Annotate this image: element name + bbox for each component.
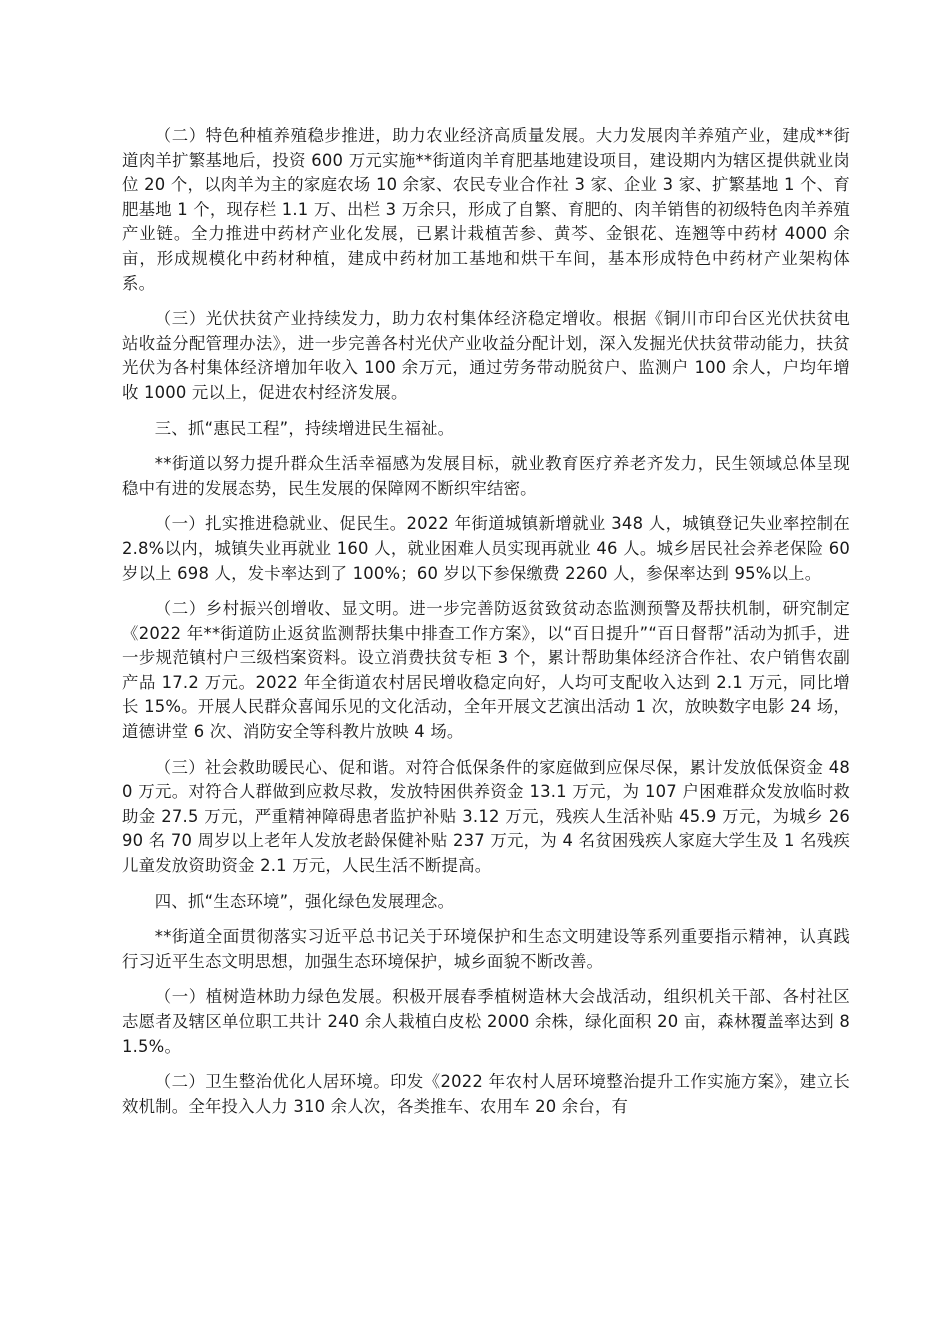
paragraph-sanitation: （二）卫生整治优化人居环境。印发《2022 年农村人居环境整治提升工作实施方案》，建立长效机制。全年投入人力 310 余人次，各类推车、农用车 20 余台，有 <box>122 1072 850 1116</box>
paragraph-specialty-farming: （二）特色种植养殖稳步推进，助力农业经济高质量发展。大力发展肉羊养殖产业，建成**街道肉羊扩繁基地后，投资 600 万元实施**街道肉羊育肥基地建设项目，建设期内为辖区提供就业岗位 20 个，以肉羊为主的家庭农场 10 余家、农民专业合作社 3 家、企业 3 家、扩繁基地 1 个、育肥基地 1 个，现存栏 1.1 万、出栏 3 万余只，形成了自繁、育肥的、肉羊销售的初级特色肉羊养殖产业链。全力推进中药材产业化发展，已累计栽植苦参、黄芩、金银花、连翘等中药材 4000 余亩，形成规模化中药材种植，建成中药材加工基地和烘干车间，基本形成特色中药材产业架构体系。 <box>122 126 850 293</box>
paragraph-rural-revitalization: （二）乡村振兴创增收、显文明。进一步完善防返贫致贫动态监测预警及帮扶机制，研究制定《2022 年**街道防止返贫监测帮扶集中排查工作方案》，以“百日提升”“百日督帮”活动为抓手，进一步规范镇村户三级档案资料。设立消费扶贫专柜 3 个，累计帮助集体经济合作社、农户销售农副产品 17.2 万元。2022 年全街道农村居民增收稳定向好，人均可支配收入达到 2.1 万元，同比增长 15%。开展人民群众喜闻乐见的文化活动，全年开展文艺演出活动 1 次，放映数字电影 24 场，道德讲堂 6 次、消防安全等科教片放映 4 场。 <box>122 599 850 742</box>
paragraph-livelihood-intro: **街道以努力提升群众生活幸福感为发展目标，就业教育医疗养老齐发力，民生领域总体呈现稳中有进的发展态势，民生发展的保障网不断织牢结密。 <box>122 454 850 498</box>
document-page <box>122 124 850 1130</box>
paragraph-social-assistance: （三）社会救助暖民心、促和谐。对符合低保条件的家庭做到应保尽保，累计发放低保资金 480 万元。对符合人群做到应救尽救，发放特困供养资金 13.1 万元，为 107 户困难群众发放临时救助金 27.5 万元，严重精神障碍患者监护补贴 3.12 万元，残疾人生活补贴 45.9 万元，为城乡 2690 名 70 周岁以上老年人发放老龄保健补贴 237 万元，为 4 名贫困残疾人家庭大学生及 1 名残疾儿童发放资助资金 2.1 万元，人民生活不断提高。 <box>122 757 850 876</box>
paragraph-ecology-intro: **街道全面贯彻落实习近平总书记关于环境保护和生态文明建设等系列重要指示精神，认真践行习近平生态文明思想，加强生态环境保护，城乡面貌不断改善。 <box>122 927 850 971</box>
paragraph-photovoltaic-poverty-alleviation: （三）光伏扶贫产业持续发力，助力农村集体经济稳定增收。根据《铜川市印台区光伏扶贫电站收益分配管理办法》，进一步完善各村光伏产业收益分配计划，深入发掘光伏扶贫带动能力，扶贫光伏为各村集体经济增加年收入 100 余万元，通过劳务带动脱贫户、监测户 100 余人，户均年增收 1000 元以上，促进农村经济发展。 <box>122 309 850 402</box>
paragraph-afforestation: （一）植树造林助力绿色发展。积极开展春季植树造林大会战活动，组织机关干部、各村社区志愿者及辖区单位职工共计 240 余人栽植白皮松 2000 余株，绿化面积 20 亩，森林覆盖率达到 81.5%。 <box>122 987 850 1056</box>
section-heading-livelihood: 三、抓“惠民工程”，持续增进民生福祉。 <box>154 418 455 438</box>
section-heading-ecology: 四、抓“生态环境”，强化绿色发展理念。 <box>154 891 455 911</box>
paragraph-employment: （一）扎实推进稳就业、促民生。2022 年街道城镇新增就业 348 人，城镇登记失业率控制在 2.8%以内，城镇失业再就业 160 人，就业困难人员实现再就业 46 人。城乡居民社会养老保险 60 岁以上 698 人，发卡率达到了 100%；60 岁以下参保缴费 2260 人，参保率达到 95%以上。 <box>122 514 850 583</box>
